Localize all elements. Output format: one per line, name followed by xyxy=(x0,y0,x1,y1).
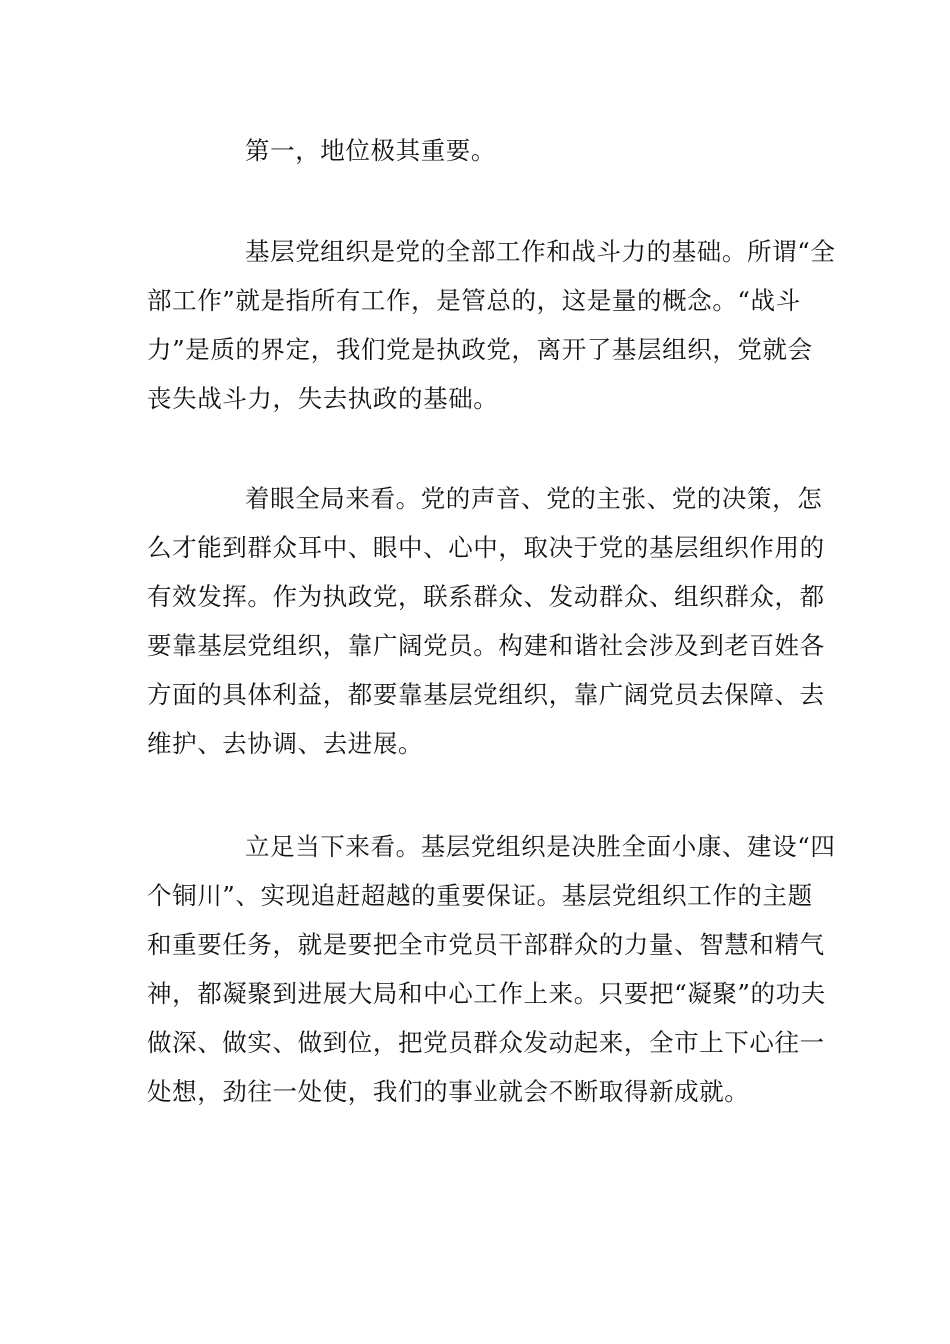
paragraph-foundation: 基层党组织是党的全部工作和战斗力的基础。所谓“全部工作”就是指所有工作，是管总的，这是量的概念。“战斗力”是质的界定，我们党是执政党，离开了基层组织，党就会丧失战斗力，失去执政的基础。 xyxy=(147,237,836,413)
paragraph-current-view: 立足当下来看。基层党组织是决胜全面小康、建设“四个铜川”、实现追赶超越的重要保证。基层党组织工作的主题和重要任务，就是要把全市党员干部群众的力量、智慧和精气神，都凝聚到进展大局和中心工作上来。只要把“凝聚”的功夫做深、做实、做到位，把党员群众发动起来，全市上下心往一处想，劲往一处使，我们的事业就会不断取得新成就。 xyxy=(147,832,836,1106)
paragraph-overall-view: 着眼全局来看。党的声音、党的主张、党的决策，怎么才能到群众耳中、眼中、心中，取决于党的基层组织作用的有效发挥。作为执政党，联系群众、发动群众、组织群众，都要靠基层党组织，靠广阔党员。构建和谐社会涉及到老百姓各方面的具体利益，都要靠基层党组织，靠广阔党员去保障、去维护、去协调、去进展。 xyxy=(147,484,825,758)
paragraph-heading-status: 第一，地位极其重要。 xyxy=(245,136,496,165)
